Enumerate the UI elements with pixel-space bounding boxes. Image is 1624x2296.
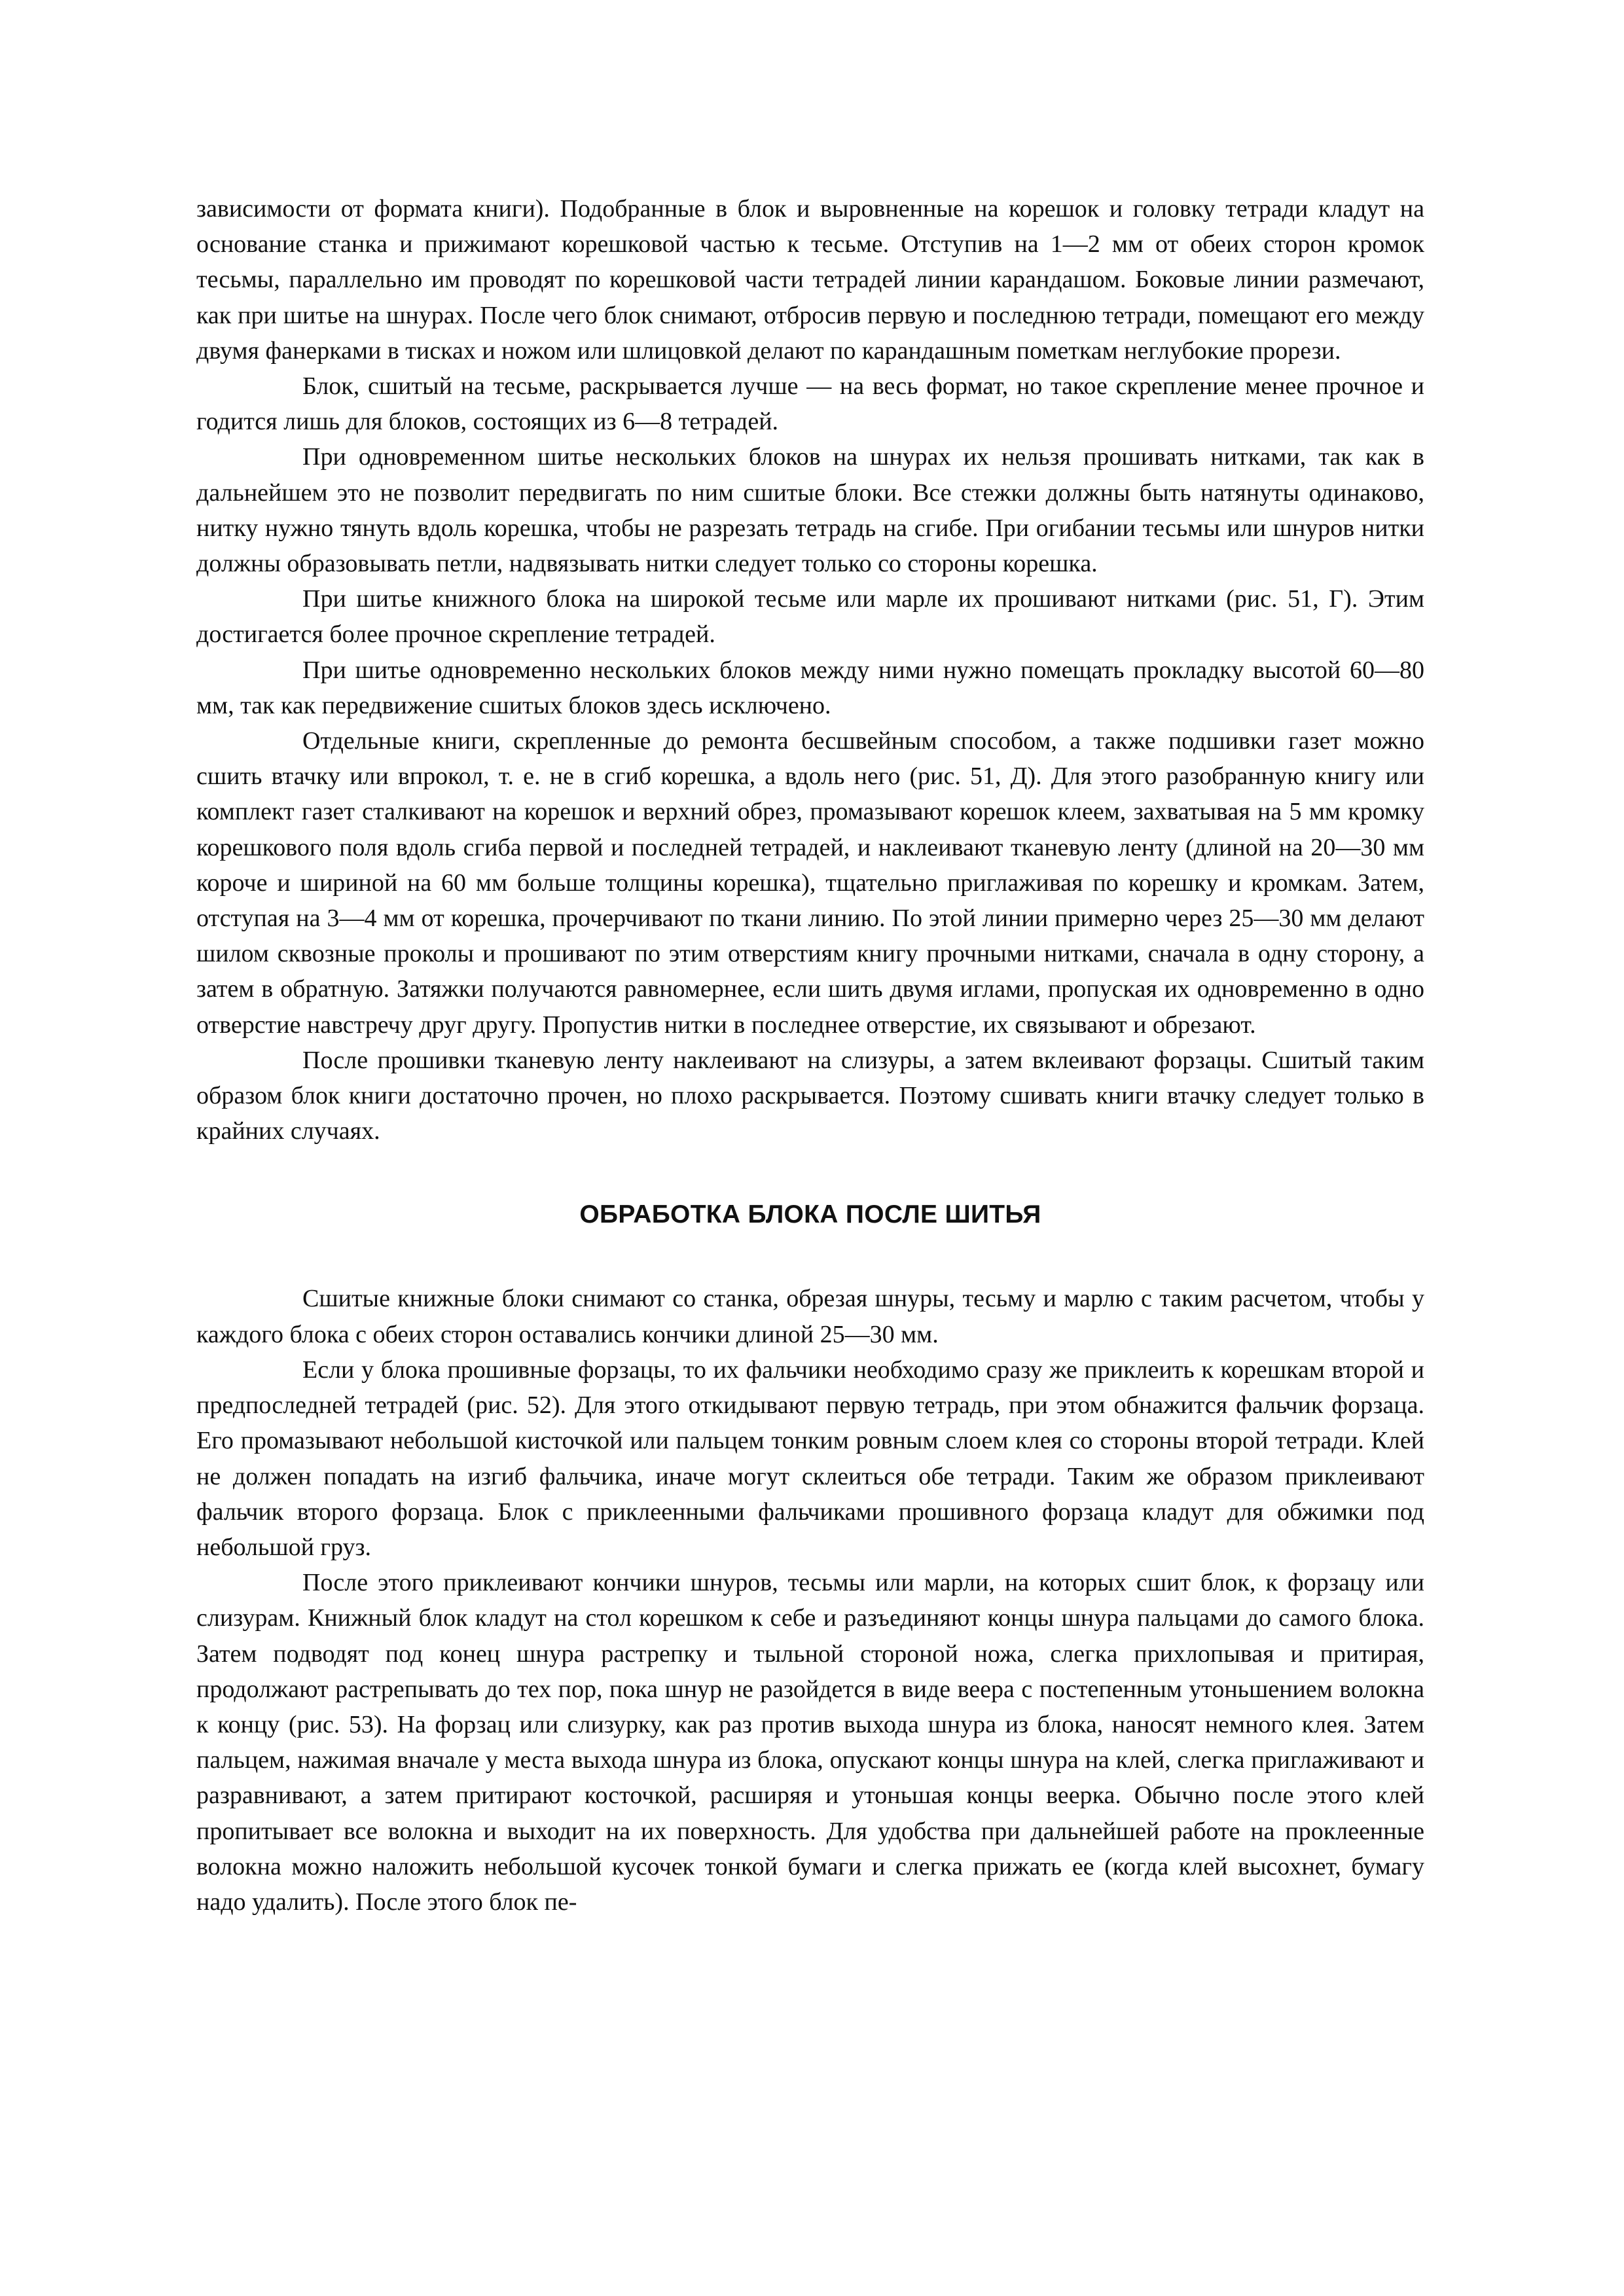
section-heading: ОБРАБОТКА БЛОКА ПОСЛЕ ШИТЬЯ: [579, 1200, 1041, 1229]
paragraph-8: Сшитые книжные блоки снимают со станка, обрезая шнуры, тесьму и марлю с таким расчетом, чтобы у каждого блока с обеих сторон оставались кончики длиной 25—30 мм.: [196, 1285, 1424, 1348]
paragraph-1: зависимости от формата книги). Подобранные в блок и выровненные на корешок и головку тетради кладут на основание станка и прижимают корешковой частью к тесьме. Отступив на 1—2 мм от обеих сторон кромок тесьмы, параллельно им проводят по корешковой части тетрадей линии карандашом. Боковые линии размечают, как при шитье на шнурах. После чего блок снимают, отбросив первую и последнюю тетради, помещают его между двумя фанерками в тисках и ножом или шлицовкой делают по карандашным пометкам неглубокие прорези.: [196, 195, 1424, 365]
document-page: [196, 191, 1424, 1920]
paragraph-9: Если у блока прошивные форзацы, то их фальчики необходимо сразу же приклеить к корешкам второй и предпоследней тетрадей (рис. 52). Для этого откидывают первую тетрадь, при этом обнажится фальчик форзаца. Его промазывают небольшой кисточкой или пальцем тонким ровным слоем клея со стороны второй тетради. Клей не должен попадать на изгиб фальчика, иначе могут склеиться обе тетради. Таким же образом приклеивают фальчик второго форзаца. Блок с приклеенными фальчиками прошивного форзаца кладут для обжимки под небольшой груз.: [196, 1355, 1424, 1561]
paragraph-3: При одновременном шитье нескольких блоков на шнурах их нельзя прошивать нитками, так как в дальнейшем это не позволит передвигать по ним сшитые блоки. Все стежки должны быть натянуты одинаково, нитку нужно тянуть вдоль корешка, чтобы не разрезать тетрадь на сгибе. При огибании тесьмы или шнуров нитки должны образовывать петли, надвязывать нитки следует только со стороны корешка.: [196, 443, 1424, 578]
paragraph-5: При шитье одновременно нескольких блоков между ними нужно помещать прокладку высотой 60—80 мм, так как передвижение сшитых блоков здесь исключено.: [196, 656, 1424, 719]
paragraph-6: Отдельные книги, скрепленные до ремонта бесшвейным способом, а также подшивки газет можно сшить втачку или впрокол, т. е. не в сгиб корешка, а вдоль него (рис. 51, Д). Для этого разобранную книгу или комплект газет сталкивают на корешок и верхний обрез, промазывают корешок клеем, захватывая на 5 мм кромку корешкового поля вдоль сгиба первой и последней тетрадей, и наклеивают тканевую ленту (длиной на 20—30 мм короче и шириной на 60 мм больше толщины корешка), тщательно приглаживая по корешку и кромкам. Затем, отступая на 3—4 мм от корешка, прочерчивают по ткани линию. По этой линии примерно через 25—30 мм делают шилом сквозные проколы и прошивают по этим отверстиям книгу прочными нитками, сначала в одну сторону, а затем в обратную. Затяжки получаются равномернее, если шить двумя иглами, пропуская их одновременно в одно отверстие навстречу друг другу. Пропустив нитки в последнее отверстие, их связывают и обрезают.: [196, 727, 1424, 1039]
paragraph-4: При шитье книжного блока на широкой тесьме или марле их прошивают нитками (рис. 51, Г). Этим достигается более прочное скрепление тетрадей.: [196, 585, 1424, 649]
paragraph-10: После этого приклеивают кончики шнуров, тесьмы или марли, на которых сшит блок, к форзацу или слизурам. Книжный блок кладут на стол корешком к себе и разъединяют концы шнура пальцами до самого блока. Затем подводят под конец шнура растрепку и тыльной стороной ножа, слегка прихлопывая и притирая, продолжают растрепывать до тех пор, пока шнур не разойдется в виде веера с постепенным утоньшением волокна к концу (рис. 53). На форзац или слизурку, как раз против выхода шнура из блока, наносят немного клея. Затем пальцем, нажимая вначале у места выхода шнура из блока, опускают концы шнура на клей, слегка приглаживают и разравнивают, а затем притирают косточкой, расширяя и утоньшая концы веерка. Обычно после этого клей пропитывает все волокна и выходит на их поверхность. Для удобства при дальнейшей работе на проклеенные волокна можно наложить небольшой кусочек тонкой бумаги и слегка прижать ее (когда клей высохнет, бумагу надо удалить). После этого блок пе-: [196, 1569, 1424, 1916]
paragraph-2: Блок, сшитый на тесьме, раскрывается лучше — на весь формат, но такое скрепление менее прочное и годится лишь для блоков, состоящих из 6—8 тетрадей.: [196, 372, 1424, 436]
paragraph-7: После прошивки тканевую ленту наклеивают на слизуры, а затем вклеивают форзацы. Сшитый таким образом блок книги достаточно прочен, но плохо раскрывается. Поэтому сшивать книги втачку следует только в крайних случаях.: [196, 1046, 1424, 1145]
